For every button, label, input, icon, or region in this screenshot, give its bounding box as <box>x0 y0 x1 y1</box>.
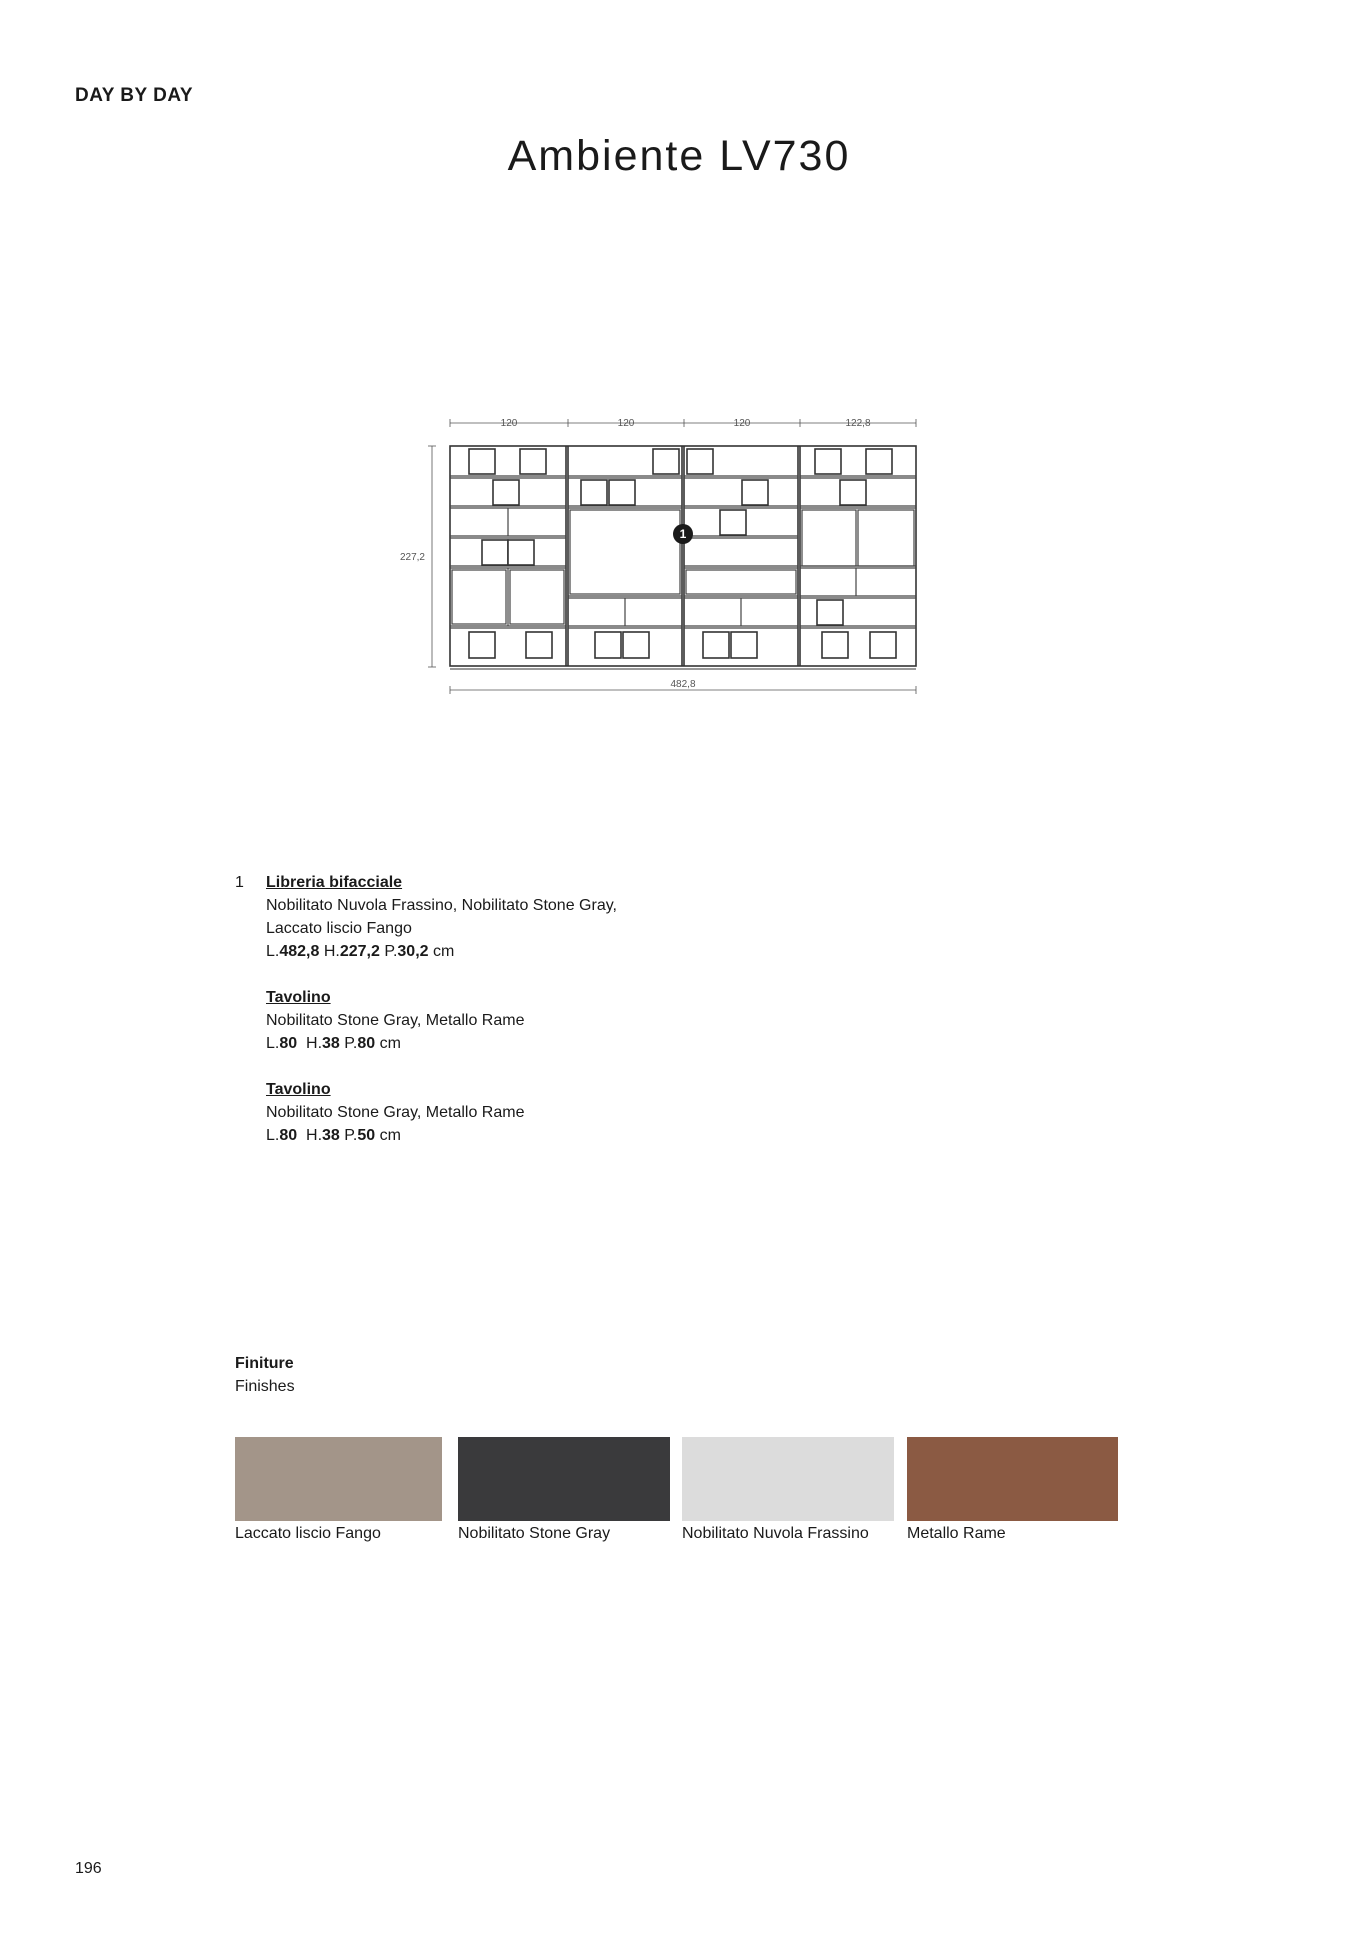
dim-value: 482,8 <box>279 943 320 960</box>
dim-value: 80 <box>357 1035 376 1052</box>
dim-prefix: H. <box>297 1035 323 1052</box>
finishes-subtitle: Finishes <box>235 1378 295 1395</box>
swatch-label: Laccato liscio Fango <box>235 1525 381 1542</box>
item-marker-label: 1 <box>679 527 687 541</box>
swatch-nuvola-frassino <box>682 1437 894 1543</box>
swatch-chip <box>458 1437 670 1521</box>
item-dimensions <box>266 1032 835 1055</box>
item-name: Tavolino <box>266 1081 331 1098</box>
dim-unit: cm <box>375 1127 401 1144</box>
item-libreria <box>266 871 835 963</box>
dim-prefix: L. <box>266 1127 280 1144</box>
item-name: Tavolino <box>266 989 331 1006</box>
swatch-chip <box>907 1437 1118 1521</box>
finishes-title: Finiture <box>235 1355 294 1372</box>
dim-value: 80 <box>279 1127 298 1144</box>
dim-width-1: 120 <box>500 418 518 429</box>
section-label: DAY BY DAY <box>75 85 194 106</box>
dim-value: 80 <box>279 1035 298 1052</box>
item-dimensions <box>266 940 835 963</box>
page-title <box>0 132 1358 181</box>
item-description: Nobilitato Stone Gray, Metallo Rame <box>266 1104 525 1121</box>
item-number: 1 <box>235 874 244 891</box>
dim-prefix: L. <box>266 943 280 960</box>
item-name: Libreria bifacciale <box>266 874 403 891</box>
dim-prefix: P. <box>379 943 398 960</box>
dim-total-width: 482,8 <box>670 679 696 690</box>
swatch-label: Metallo Rame <box>907 1525 1006 1542</box>
dim-value: 38 <box>322 1127 340 1144</box>
dim-height: 227,2 <box>399 552 425 563</box>
swatch-metallo-rame <box>907 1437 1118 1543</box>
dim-prefix: H. <box>297 1127 323 1144</box>
page-title-text: Ambiente LV730 <box>507 132 851 180</box>
swatch-stone-gray <box>458 1437 670 1543</box>
dim-unit: cm <box>375 1035 401 1052</box>
item-dimensions <box>266 1124 835 1147</box>
dim-value: 30,2 <box>397 943 429 960</box>
bookcase-drawing <box>390 410 940 710</box>
swatch-label: Nobilitato Nuvola Frassino <box>682 1525 869 1542</box>
item-description: Laccato liscio Fango <box>266 920 412 937</box>
dim-prefix: P. <box>339 1127 358 1144</box>
item-description: Nobilitato Nuvola Frassino, Nobilitato Stone Gray, <box>266 897 617 914</box>
dim-prefix: H. <box>319 943 340 960</box>
dim-value: 50 <box>357 1127 376 1144</box>
dim-width-3: 120 <box>733 418 751 429</box>
item-list <box>235 871 835 1170</box>
dim-value: 227,2 <box>339 943 380 960</box>
swatch-chip <box>235 1437 442 1521</box>
swatch-laccato-fango <box>235 1437 442 1543</box>
item-tavolino-2 <box>266 1078 835 1147</box>
item-tavolino-1 <box>266 986 835 1055</box>
swatch-chip <box>682 1437 894 1521</box>
dim-width-4: 122,8 <box>845 418 871 429</box>
dim-unit: cm <box>428 943 455 960</box>
dim-value: 38 <box>322 1035 340 1052</box>
finishes-heading <box>235 1352 295 1398</box>
item-description: Nobilitato Stone Gray, Metallo Rame <box>266 1012 525 1029</box>
dim-prefix: P. <box>339 1035 358 1052</box>
swatch-label: Nobilitato Stone Gray <box>458 1525 611 1542</box>
dim-width-2: 120 <box>617 418 635 429</box>
page-number: 196 <box>75 1860 102 1877</box>
dim-prefix: L. <box>266 1035 280 1052</box>
